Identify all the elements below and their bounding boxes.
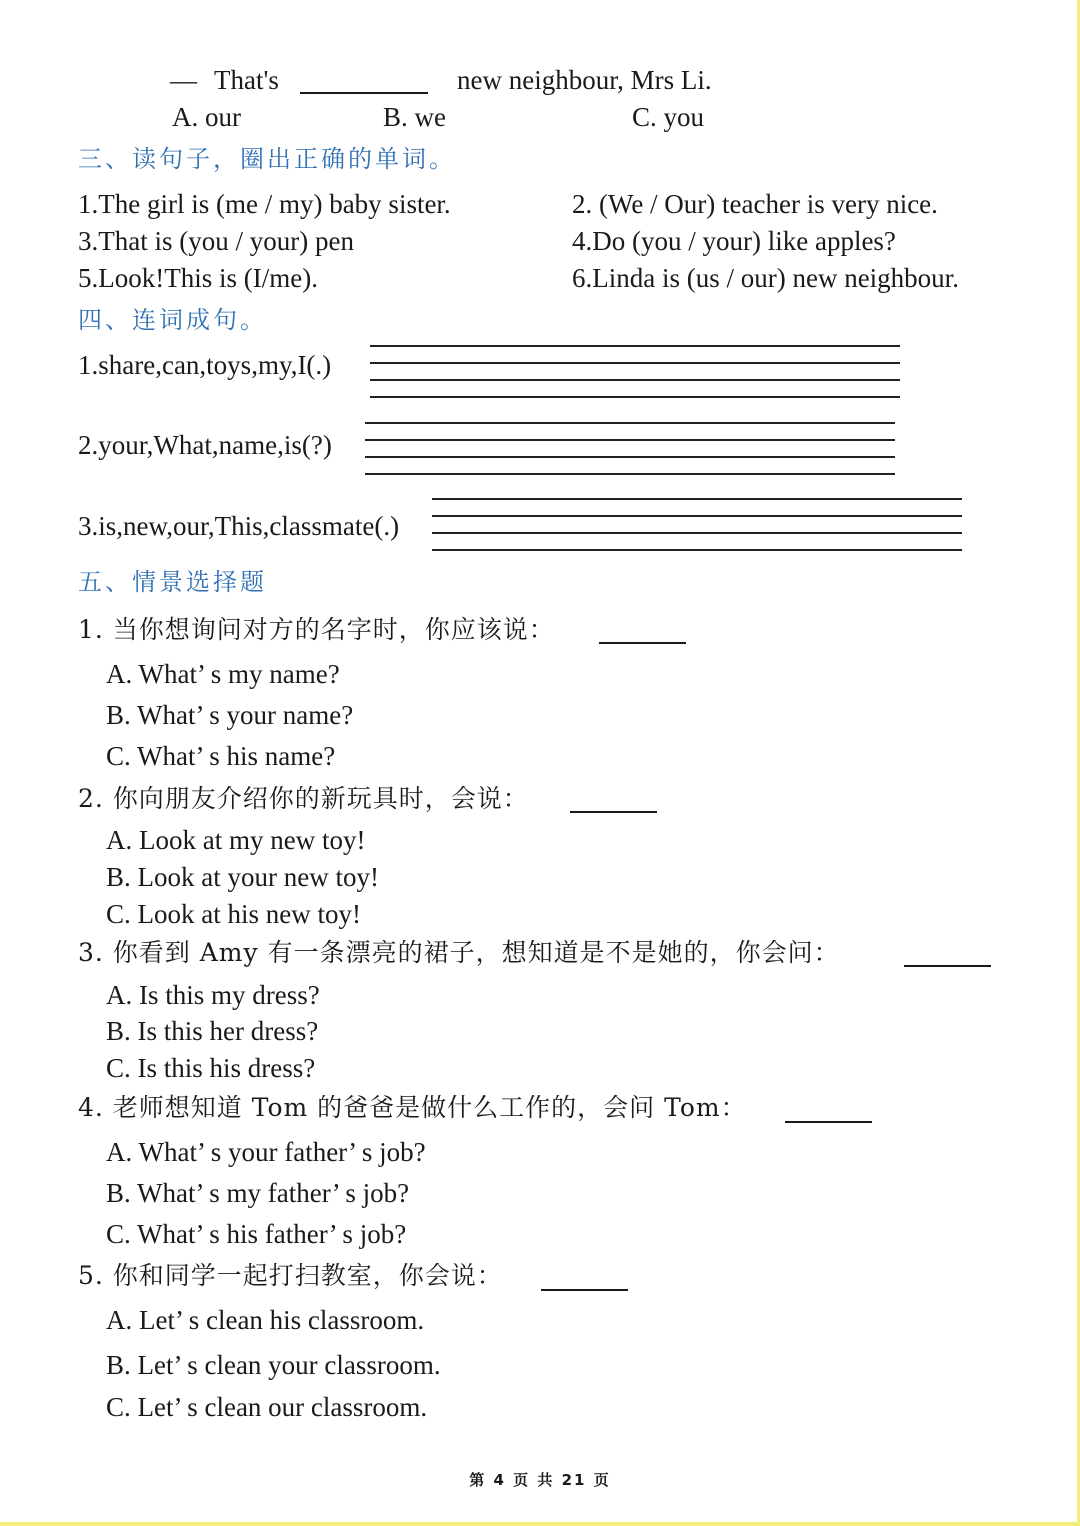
answer-blank[interactable] — [785, 1121, 872, 1123]
section-4-heading: 四、连词成句。 — [78, 306, 267, 334]
writing-line[interactable] — [365, 422, 895, 424]
writing-line[interactable] — [370, 362, 900, 364]
question-1-option-a: A. What’ s my name? — [106, 659, 340, 689]
page-edge-bottom — [0, 1522, 1080, 1526]
question-5-option-b: B. Let’ s clean your classroom. — [106, 1350, 441, 1380]
writing-line[interactable] — [370, 396, 900, 398]
writing-line[interactable] — [432, 498, 962, 500]
question-5-option-a: A. Let’ s clean his classroom. — [106, 1305, 425, 1335]
question-2-option-a: A. Look at my new toy! — [106, 825, 366, 855]
section-3-item-6: 6.Linda is (us / our) new neighbour. — [572, 263, 959, 293]
question-3-option-c: C. Is this his dress? — [106, 1053, 316, 1083]
answer-blank[interactable] — [570, 811, 657, 813]
writing-line[interactable] — [365, 473, 895, 475]
section-3-item-4: 4.Do (you / your) like apples? — [572, 226, 896, 256]
question-3-prompt: 3. 你看到 Amy 有一条漂亮的裙子，想知道是不是她的，你会问： — [78, 938, 840, 967]
writing-line[interactable] — [365, 439, 895, 441]
writing-line[interactable] — [370, 379, 900, 381]
writing-line[interactable] — [432, 549, 962, 551]
section-4-item-2: 2.your,What,name,is(?) — [78, 430, 332, 460]
question-prompt-end: new neighbour, Mrs Li. — [457, 65, 712, 95]
section-5-heading: 五、情景选择题 — [78, 568, 267, 596]
question-4-option-b: B. What’ s my father’ s job? — [106, 1178, 410, 1208]
question-5-option-c: C. Let’ s clean our classroom. — [106, 1392, 428, 1422]
writing-line[interactable] — [370, 345, 900, 347]
writing-line[interactable] — [432, 515, 962, 517]
question-2-option-b: B. Look at your new toy! — [106, 862, 379, 892]
section-3-item-5: 5.Look!This is (I/me). — [78, 263, 318, 293]
question-2-option-c: C. Look at his new toy! — [106, 899, 361, 929]
question-3-option-b: B. Is this her dress? — [106, 1016, 319, 1046]
section-3-heading: 三、读句子，圈出正确的单词。 — [78, 145, 456, 173]
section-4-item-3: 3.is,new,our,This,classmate(.) — [78, 511, 400, 541]
answer-blank[interactable] — [300, 92, 428, 94]
question-prompt-start: That's — [214, 65, 279, 95]
question-1-prompt: 1. 当你想询问对方的名字时，你应该说： — [78, 615, 555, 644]
answer-blank[interactable] — [904, 965, 991, 967]
question-3-option-a: A. Is this my dress? — [106, 980, 320, 1010]
section-4-item-1: 1.share,can,toys,my,I(.) — [78, 350, 332, 380]
dialogue-dash: — — [170, 65, 197, 95]
question-4-prompt: 4. 老师想知道 Tom 的爸爸是做什么工作的，会问 Tom： — [78, 1093, 747, 1122]
question-1-option-c: C. What’ s his name? — [106, 741, 336, 771]
section-3-item-1: 1.The girl is (me / my) baby sister. — [78, 189, 451, 219]
section-3-item-3: 3.That is (you / your) pen — [78, 226, 354, 256]
question-5-prompt: 5. 你和同学一起打扫教室，你会说： — [78, 1261, 503, 1290]
option-a: A. our — [172, 102, 241, 132]
answer-blank[interactable] — [541, 1289, 628, 1291]
answer-blank[interactable] — [599, 642, 686, 644]
section-3-item-2: 2. (We / Our) teacher is very nice. — [572, 189, 938, 219]
writing-line[interactable] — [365, 456, 895, 458]
question-2-prompt: 2. 你向朋友介绍你的新玩具时，会说： — [78, 784, 529, 813]
question-4-option-a: A. What’ s your father’ s job? — [106, 1137, 426, 1167]
option-c: C. you — [632, 102, 705, 132]
question-1-option-b: B. What’ s your name? — [106, 700, 354, 730]
page-number: 第 4 页 共 21 页 — [469, 1471, 611, 1489]
question-4-option-c: C. What’ s his father’ s job? — [106, 1219, 407, 1249]
option-b: B. we — [383, 102, 446, 132]
writing-line[interactable] — [432, 532, 962, 534]
